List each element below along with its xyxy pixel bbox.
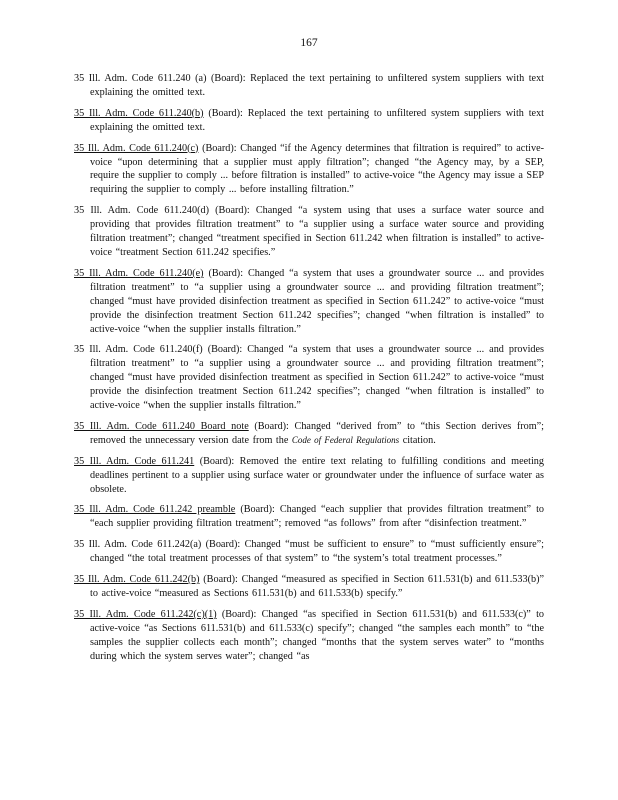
citation: 35 Ill. Adm. Code 611.240(e) [74,267,204,279]
cfr-title: Code of Federal Regulations [291,434,400,445]
entry-611-242-preamble [74,503,544,531]
entry-text: Changed “a system that uses a groundwater source ... and provides filtration treatment” to “a supplier using a groundwater source ... and providing filtration treatment”; changed “must have provided disinfection treatment as specified in Section 611.242” to active-voice “must provide the disinfection treatment Section 611.242 specifies”; changed “when filtration is installed” to active-voice “when the supplier installs filtration.” [90,344,544,412]
entry-611-240-board-note [74,420,544,448]
entry-text: Changed “a system using that uses a surface water source and providing that provides filtration treatment” to “a supplier using a surface water source and providing filtration treatment”; changed “treatment specified in Section 611.242 when filtration is installed” to active-voice “treatment Section 611.242 specifies.” [90,205,544,258]
citation: 35 Ill. Adm. Code 611.240(f) (Board): [74,344,243,356]
entry-text: (Board): Removed the entire text relating to fulfilling conditions and meeting deadlines pertinent to a supplier using surface water or groundwater under the influence of surface water as obsolete. [90,455,544,495]
page-number: 167 [300,37,318,49]
entry-611-241 [74,455,544,497]
citation: 35 Ill. Adm. Code 611.240(d) (Board): [74,205,250,217]
entry-611-242-a [74,538,544,566]
entry-611-240-f [74,343,544,413]
citation: 35 Ill. Adm. Code 611.242 preamble [74,504,236,516]
citation: 35 Ill. Adm. Code 611.240(c) [74,142,199,154]
entry-text: (Board): Changed “derived from” to “this Section derives from”; removed the unnecessary version date from the [90,420,544,446]
citation: 35 Ill. Adm. Code 611.240 Board note [74,420,249,432]
citation: 35 Ill. Adm. Code 611.242(b) [74,574,200,586]
entry-611-240-c [74,142,544,198]
citation: 35 Ill. Adm. Code 611.240(b) [74,107,204,119]
citation: 35 Ill. Adm. Code 611.241 [74,455,195,467]
entry-text: (Board): Changed “a system that uses a groundwater source ... and provides filtration treatment” to “a supplier using a groundwater source ... and providing filtration treatment”; changed “must have provided disinfection treatment as specified in Section 611.242” to active-voice “must provide the disinfection treatment Section 611.242 specifies”; changed “when filtration is installed” to active-voice “when the supplier installs filtration.” [90,267,544,335]
citation: 35 Ill. Adm. Code 611.240 (a) (Board): [74,73,246,84]
entry-text: (Board): Replaced the text pertaining to unfiltered system suppliers with text explaining the omitted text. [90,107,544,133]
entry-611-242-b [74,573,544,601]
entry-611-240-b [74,107,544,135]
entry-611-240-d [74,204,544,260]
amendment-entries [74,72,544,671]
citation: 35 Ill. Adm. Code 611.242(c)(1) [74,608,217,620]
entry-611-240-a [74,72,544,100]
entry-text: (Board): Changed “each supplier that provides filtration treatment” to “each supplier providing filtration treatment”; removed “as follows” from after “disinfection treatment.” [90,504,544,530]
entry-text: Replaced the text pertaining to unfiltered system suppliers with text explaining the omitted text. [90,73,544,98]
entry-611-240-e [74,267,544,337]
entry-text: Changed “must be sufficient to ensure” to “must sufficiently ensure”; changed “the total treatment processes of that system” to “the system’s total treatment processes.” [90,539,544,565]
citation: 35 Ill. Adm. Code 611.242(a) (Board): [74,539,241,551]
entry-611-242-c-1 [74,608,544,664]
entry-text: (Board): Changed “if the Agency determines that filtration is required” to active-voice “upon determining that a supplier must apply filtration”; changed “the Agency may, by a SEP, require the supplier to comply ... before filtration is installed” to active-voice “the Agency may issue a SEP requiring the supplier to comply ... before installing filtration.” [90,142,544,196]
entry-text: (Board): Changed “as specified in Section 611.531(b) and 611.533(c)” to active-voice “as Sections 611.531(b) and 611.533(c) specify”; changed “the samples each month” to “the samples the supplier collects each month”; changed “months that the system serves water” to “months during which the system serves water”; changed “as [90,608,544,662]
entry-text: (Board): Changed “measured as specified in Section 611.531(b) and 611.533(b)” to active-voice “measured as Sections 611.531(b) and 611.533(b) specify.” [90,574,544,599]
entry-text-end: citation. [399,434,436,446]
